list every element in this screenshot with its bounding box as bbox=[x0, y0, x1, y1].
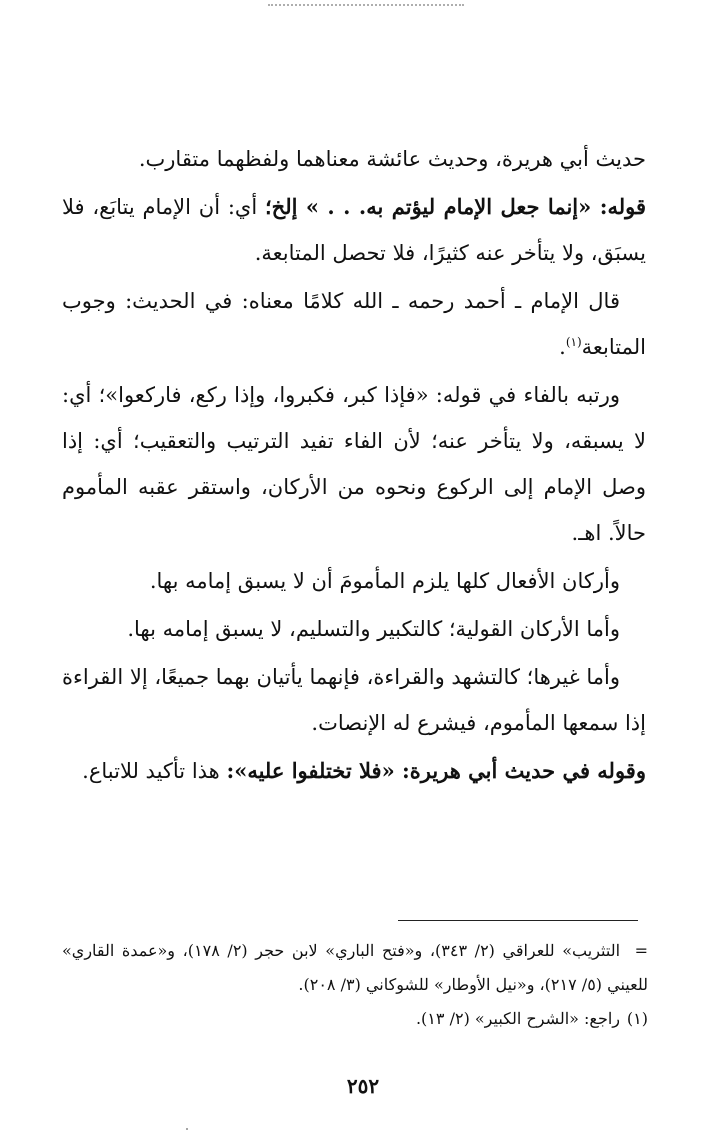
paragraph-3-text: قال الإمام ـ أحمد رحمه ـ الله كلامًا معناه: في الحديث: وجوب المتابعة bbox=[62, 289, 646, 359]
page-number: ٢٥٢ bbox=[346, 1074, 380, 1098]
paragraph-7 bbox=[62, 654, 646, 746]
paragraph-4 bbox=[62, 372, 646, 556]
paragraph-8-text: هذا تأكيد للاتباع. bbox=[82, 759, 227, 783]
paragraph-3 bbox=[62, 278, 646, 370]
paragraph-8 bbox=[62, 748, 646, 794]
paragraph-1-text: حديث أبي هريرة، وحديث عائشة معناهما ولفظهما متقارب. bbox=[138, 147, 646, 171]
footnote-continuation-text: التثريب» للعراقي (٢/ ٣٤٣)، و«فتح الباري» لابن حجر (٢/ ١٧٨)، و«عمدة القاري» للعيني (٥/ ٢١٧)، و«نيل الأوطار» للشوكاني (٣/ ٢٠٨). bbox=[62, 941, 648, 994]
paragraph-5-text: وأركان الأفعال كلها يلزم المأمومَ أن لا يسبق إمامه بها. bbox=[149, 569, 620, 593]
footnote-1 bbox=[62, 1002, 648, 1036]
paragraph-8-quote: وقوله في حديث أبي هريرة: «فلا تختلفوا عليه»: bbox=[226, 758, 646, 783]
footnote-continuation bbox=[62, 934, 648, 1002]
paragraph-7-text: وأما غيرها؛ كالتشهد والقراءة، فإنهما يأتيان بهما جميعًا، إلا القراءة إذا سمعها المأموم، فيشرع له الإنصات. bbox=[62, 665, 646, 735]
footnote-separator bbox=[398, 920, 638, 921]
paragraph-3-end: . bbox=[559, 335, 566, 359]
main-text bbox=[62, 136, 646, 796]
paragraph-2-quote: قوله: «إنما جعل الإمام ليؤتم به. . . » إلخ؛ bbox=[264, 194, 646, 219]
paragraph-4-text: ورتبه بالفاء في قوله: «فإذا كبر، فكبروا، وإذا ركع، فاركعوا»؛ أي: لا يسبقه، ولا يتأخر عنه؛ لأن الفاء تفيد الترتيب والتعقيب؛ أي: إذا وصل الإمام إلى الركوع ونحوه من الأركان، واستقر عقبه المأموم حالاً. اهـ. bbox=[62, 383, 646, 545]
paragraph-6 bbox=[62, 606, 646, 652]
paragraph-5 bbox=[62, 558, 646, 604]
paragraph-6-text: وأما الأركان القولية؛ كالتكبير والتسليم، لا يسبق إمامه بها. bbox=[127, 617, 620, 641]
footnote-1-marker: (١) bbox=[626, 1009, 648, 1028]
footnote-1-text: راجع: «الشرح الكبير» (٢/ ١٣). bbox=[415, 1009, 620, 1028]
scan-speck bbox=[186, 1128, 188, 1130]
footnote-reference-1: (١) bbox=[565, 335, 582, 349]
top-header-rule bbox=[268, 4, 464, 10]
paragraph-1 bbox=[62, 136, 646, 182]
footnote-continuation-marker: = bbox=[634, 941, 649, 960]
paragraph-2 bbox=[62, 184, 646, 276]
footnotes bbox=[62, 934, 648, 1036]
paragraph-2-text: أي: أن الإمام يتابَع، فلا يسبَق، ولا يتأخر عنه كثيرًا، فلا تحصل المتابعة. bbox=[62, 195, 646, 265]
